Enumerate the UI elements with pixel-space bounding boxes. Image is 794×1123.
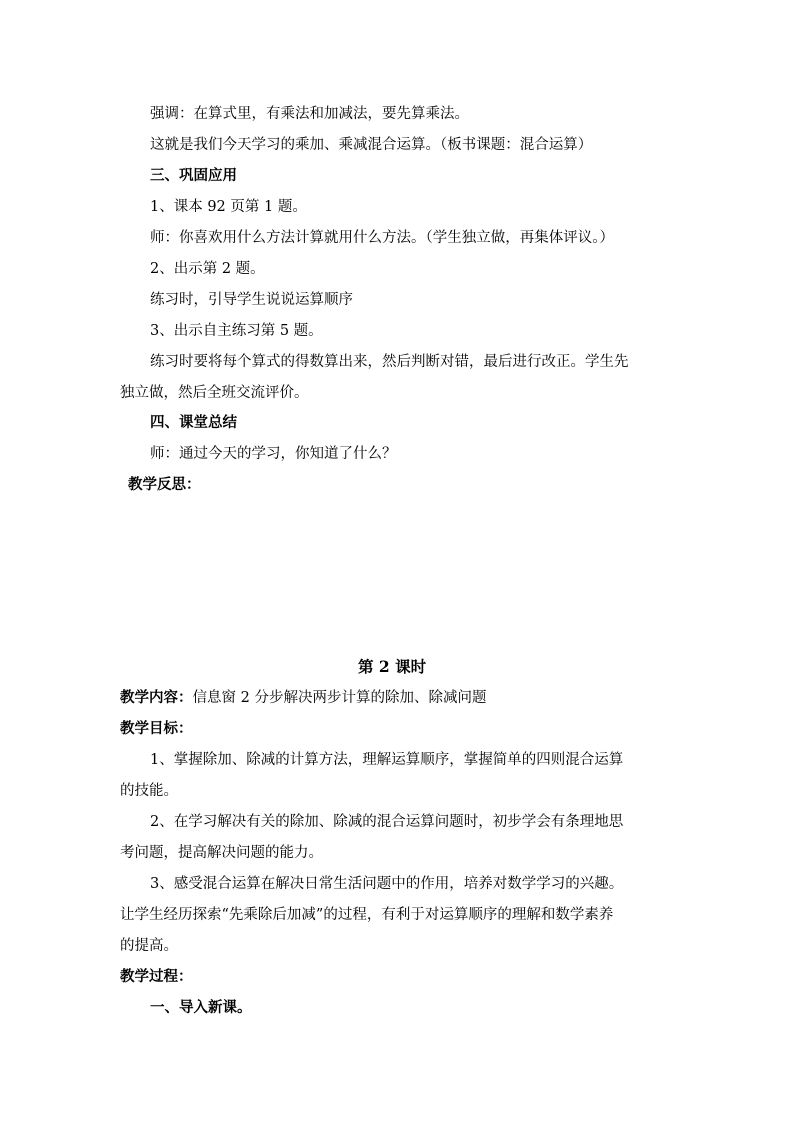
teaching-content-value: 信息窗 2 分步解决两步计算的除加、除减问题 bbox=[192, 690, 487, 706]
goal-2: 2、在学习解决有关的除加、除减的混合运算问题时，初步学会有条理地思 bbox=[150, 814, 624, 830]
paragraph-emphasis: 强调：在算式里，有乘法和加减法，要先算乘法。 bbox=[150, 106, 469, 122]
teaching-content-row bbox=[120, 688, 486, 708]
goal-2-cont: 考问题，提高解决问题的能力。 bbox=[120, 845, 323, 861]
list-item-3: 3、出示自主练习第 5 题。 bbox=[150, 323, 323, 339]
goal-1: 1、掌握除加、除减的计算方法，理解运算顺序，掌握简单的四则混合运算 bbox=[150, 752, 624, 768]
goal-3-cont-2: 的提高。 bbox=[120, 938, 178, 954]
paragraph-practice-check: 练习时要将每个算式的得数算出来，然后判断对错，最后进行改正。学生先 bbox=[150, 354, 629, 370]
list-item-2: 2、出示第 2 题。 bbox=[150, 261, 265, 277]
goal-3: 3、感受混合运算在解决日常生活问题中的作用，培养对数学学习的兴趣。 bbox=[150, 876, 624, 892]
goal-1-cont: 的技能。 bbox=[120, 783, 178, 799]
heading-reflection: 教学反思： bbox=[128, 476, 201, 493]
heading-teaching-process: 教学过程： bbox=[120, 968, 193, 985]
label-teaching-content: 教学内容： bbox=[120, 689, 193, 706]
paragraph-practice-check-cont: 独立做，然后全班交流评价。 bbox=[120, 385, 309, 401]
paragraph-lesson-topic: 这就是我们今天学习的乘加、乘减混合运算。（板书课题：混合运算） bbox=[150, 137, 593, 153]
heading-summary: 四、课堂总结 bbox=[150, 414, 237, 431]
paragraph-practice-guide: 练习时，引导学生说说运算顺序 bbox=[150, 292, 353, 308]
heading-introduction: 一、导入新课。 bbox=[150, 999, 252, 1016]
heading-teaching-goals: 教学目标： bbox=[120, 720, 193, 737]
lesson-title: 第 2 课时 bbox=[358, 657, 427, 676]
goal-3-cont-1: 让学生经历探索“先乘除后加减”的过程，有利于对运算顺序的理解和数学素养 bbox=[120, 907, 614, 923]
list-item-1: 1、课本 92 页第 1 题。 bbox=[150, 199, 307, 215]
paragraph-teacher-2: 师：通过今天的学习，你知道了什么？ bbox=[150, 446, 397, 462]
paragraph-teacher-1: 师：你喜欢用什么方法计算就用什么方法。（学生独立做，再集体评议。） bbox=[150, 230, 614, 246]
heading-consolidate: 三、巩固应用 bbox=[150, 167, 237, 184]
